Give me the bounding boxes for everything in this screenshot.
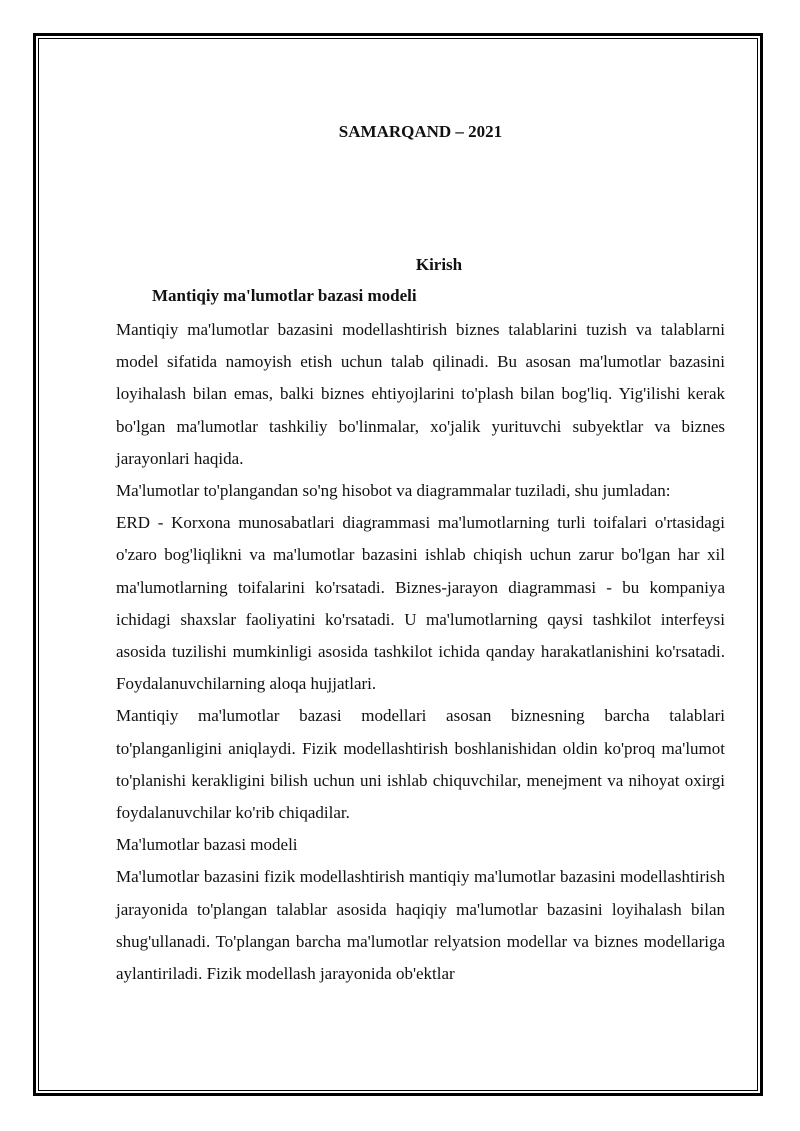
document-body [116, 284, 725, 990]
chapter-title: Kirish [415, 255, 463, 274]
paragraph-logical-models: Mantiqiy ma'lumotlar bazasi modellari asosan biznesning barcha talablari to'planganligini aniqlaydi. Fizik modellashtirish boshlanishidan oldin ko'proq ma'lumot to'planishi kerakligini bilish uchun uni ishlab chiquvchilar, menejment va nihoyat oxirgi foydalanuvchilar ko'rib chiqadilar. [116, 706, 725, 823]
section-title: Mantiqiy ma'lumotlar bazasi modeli [152, 286, 417, 305]
paragraph-physical-modeling: Ma'lumotlar bazasini fizik modellashtirish mantiqiy ma'lumotlar bazasini modellashtirish jarayonida to'plangan talablar asosida haqiqiy ma'lumotlar bazasini loyihalash bilan shug'ullanadi. To'plangan barcha ma'lumotlar relyatsion modellar va biznes modellariga aylantiriladi. Fizik modellash jarayonida ob'ektlar [116, 867, 725, 984]
paragraph-erd: ERD - Korxona munosabatlari diagrammasi ma'lumotlarning turli toifalari o'rtasidagi o'zaro bog'liqlikni va ma'lumotlar bazasini ishlab chiqish uchun zarur bo'lgan har xil ma'lumotlarning toifalarini ko'rsatadi. Biznes-jarayon diagrammasi - bu kompaniya ichidagi shaxslar faoliyatini ko'rsatadi. U ma'lumotlarning qaysi tashkilot interfeysi asosida tuzilishi mumkinligi asosida tashkilot ichida qanday harakatlanishini ko'rsatadi. Foydalanuvchilarning aloqa hujjatlari. [116, 513, 725, 694]
paragraph-intro: Mantiqiy ma'lumotlar bazasini modellashtirish biznes talablarini tuzish va talablarni model sifatida namoyish etish uchun talab qilinadi. Bu asosan ma'lumotlar bazasini loyihalash bilan emas, balki biznes ehtiyojlarini to'plash bilan bog'liq. Yig'ilishi kerak bo'lgan ma'lumotlar tashkiliy bo'linmalar, xo'jalik yurituvchi subyektlar va biznes jarayonlari haqida. [116, 320, 725, 468]
subheading-database-model: Ma'lumotlar bazasi modeli [116, 835, 298, 855]
city-year-heading: SAMARQAND – 2021 [338, 122, 503, 141]
paragraph-reports: Ma'lumotlar to'plangandan so'ng hisobot va diagrammalar tuziladi, shu jumladan: [116, 481, 671, 501]
